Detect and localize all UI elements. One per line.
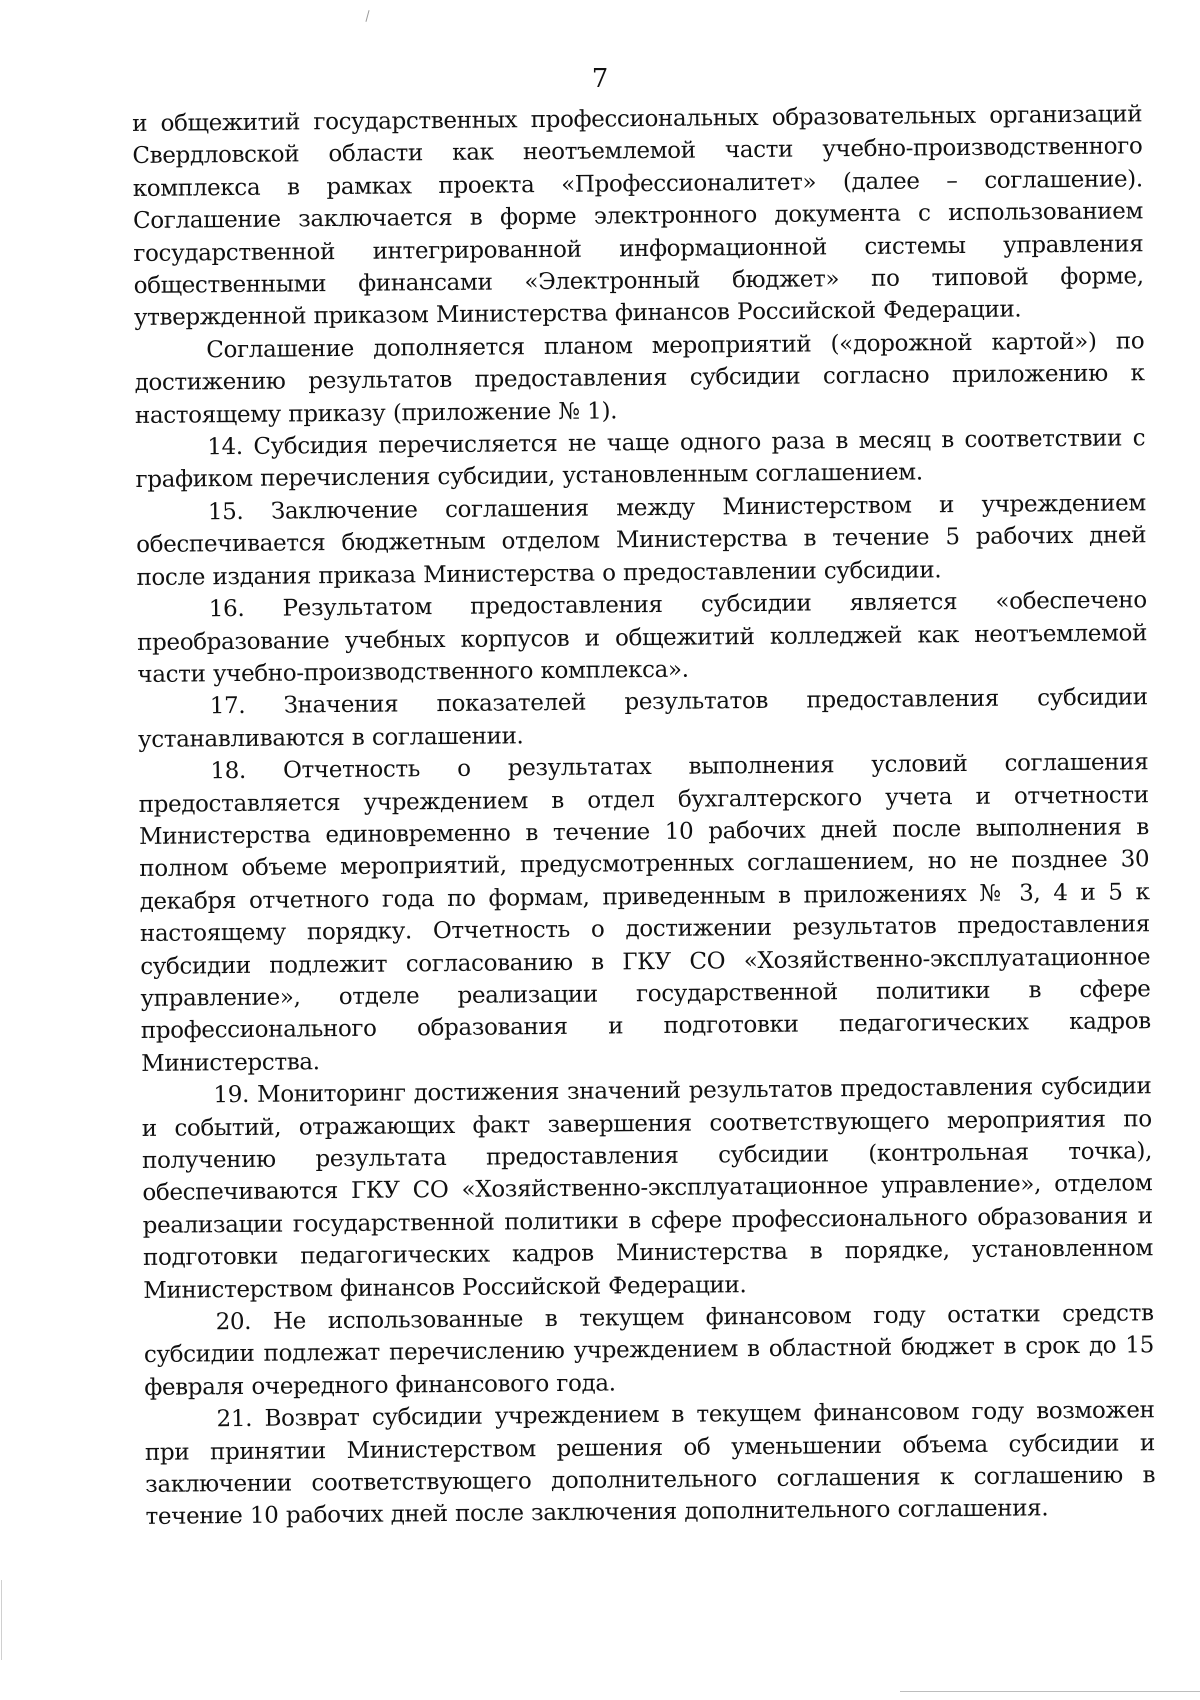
paragraph-13-agreement-plan: Соглашение дополняется планом мероприятий («дорожной картой») по достижению результатов предоставления субсидии согласно приложению к настоящему приказу (приложение № 1). xyxy=(134,328,1145,429)
paragraph-15: 15. Заключение соглашения между Министерством и учреждением обеспечивается бюджетным отделом Министерства в течение 5 рабочих дней после издания приказа Министерства о предоставлении субсидии. xyxy=(136,490,1147,591)
paragraph-17: 17. Значения показателей результатов предоставления субсидии устанавливаются в соглашении. xyxy=(137,684,1148,753)
paragraph-14: 14. Субсидия перечисляется не чаще одного раза в месяц в соответствии с графиком перечисления субсидии, установленным соглашением. xyxy=(135,425,1146,494)
paragraph-16: 16. Результатом предоставления субсидии является «обеспечено преобразование учебных корпусов и общежитий колледжей как неотъемлемой части учебно-производственного комплекса». xyxy=(137,587,1148,688)
paragraph-20: 20. Не использованные в текущем финансовом году остатки средств субсидии подлежат перечислению учреждением в областной бюджет в срок до 15 февраля очередного финансового года. xyxy=(143,1300,1155,1401)
scan-artifact-top xyxy=(365,10,369,22)
paragraph-19: 19. Мониторинг достижения значений результатов предоставления субсидии и событий, отражающих факт завершения соответствующего мероприятия по получению результата предоставления субсидии (контрольная точка), обеспечиваются ГКУ СО «Хозяйственно-эксплуатационное управление», отделом реализации государственной политики в сфере профессионального образования и подготовки педагогических кадров Министерства в порядке, установленном Министерством финансов Российской Федерации. xyxy=(141,1073,1154,1304)
page-number: 7 xyxy=(591,64,609,94)
scan-artifact-left xyxy=(1,1580,2,1660)
paragraph-18: 18. Отчетность о результатах выполнения условий соглашения предоставляется учреждением в отдел бухгалтерского учета и отчетности Министерства единовременно в течение 10 рабочих дней после выполнения в полном объеме мероприятий, предусмотренных соглашением, но не позднее 30 декабря отчетного года по формам, приведенным в приложениях № 3, 4 и 5 к настоящему порядку. Отчетность о достижении результатов предоставления субсидии подлежит согласованию в ГКУ СО «Хозяйственно-эксплуатационное управление», отделе реализации государственной политики в сфере профессионального образования и подготовки педагогических кадров Министерства. xyxy=(138,749,1151,1077)
document-body xyxy=(132,98,1156,1534)
scan-artifact-bottom xyxy=(900,1691,1200,1692)
paragraph-21: 21. Возврат субсидии учреждением в текущем финансовом году возможен при принятии Министерством решения об уменьшении объема субсидии и заключении соответствующего дополнительного соглашения к соглашению в течение 10 рабочих дней после заключения дополнительного соглашения. xyxy=(144,1397,1156,1531)
paragraph-13-continuation: и общежитий государственных профессиональных образовательных организаций Свердловской области как неотъемлемой части учебно-производственного комплекса в рамках проекта «Профессионалитет» (далее – соглашение). Соглашение заключается в форме электронного документа с использованием государственной интегрированной информационной системы управления общественными финансами «Электронный бюджет» по типовой форме, утвержденной приказом Министерства финансов Российской Федерации. xyxy=(132,101,1144,332)
